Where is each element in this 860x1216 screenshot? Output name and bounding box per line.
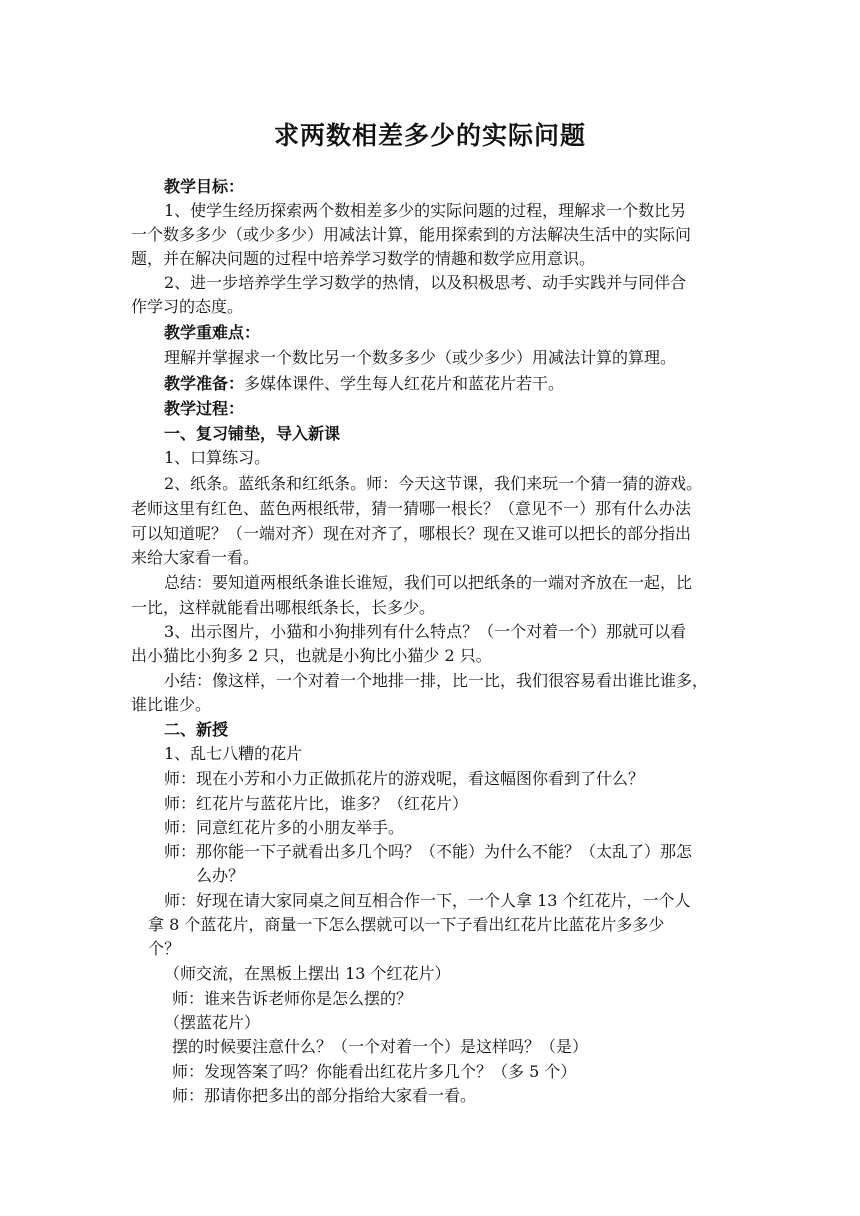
paragraph-line: 1、使学生经历探索两个数相差多少的实际问题的过程，理解求一个数比另 <box>164 201 687 220</box>
section-heading-key-points: 教学重难点： <box>164 323 261 342</box>
preparation-text: 多媒体课件、学生每人红花片和蓝花片若干。 <box>244 374 565 393</box>
dialogue-line: 师：发现答案了吗？你能看出红花片多几个？（多 5 个） <box>172 1062 577 1081</box>
paragraph-line: 一比，这样就能看出哪根纸条长，长多少。 <box>131 598 436 617</box>
paragraph-line: 谁比谁少。 <box>131 695 212 714</box>
paragraph-line: 2、进一步培养学生学习数学的热情，以及积极思考、动手实践并与同伴合 <box>164 273 687 292</box>
section-heading-new-lesson: 二、新授 <box>164 720 229 739</box>
paragraph-line: 来给大家看一看。 <box>131 548 260 567</box>
dialogue-line: 师：好现在请大家同桌之间互相合作一下，一个人拿 13 个红花片，一个人 <box>164 891 691 910</box>
preparation-line <box>164 372 564 396</box>
dialogue-line: 师：同意红花片多的小朋友举手。 <box>164 818 405 837</box>
section-heading-objectives: 教学目标： <box>164 177 245 196</box>
paragraph-line: 总结：要知道两根纸条谁长谁短，我们可以把纸条的一端对齐放在一起，比 <box>164 573 693 592</box>
section-heading-process: 教学过程： <box>164 399 245 418</box>
dialogue-line: 师：红花片与蓝花片比，谁多？（红花片） <box>164 794 469 813</box>
paragraph-line: 1、口算练习。 <box>164 448 271 467</box>
dialogue-line: 师：那请你把多出的部分指给大家看一看。 <box>172 1086 477 1105</box>
dialogue-line: （师交流，在黑板上摆出 13 个红花片） <box>164 964 451 983</box>
paragraph-line: 3、出示图片，小猫和小狗排列有什么特点？（一个对着一个）那就可以看 <box>164 622 687 641</box>
paragraph-line: 老师这里有红色、蓝色两根纸带，猜一猜哪一根长？（意见不一）那有什么办法 <box>131 499 692 518</box>
dialogue-line: （摆蓝花片） <box>164 1013 261 1032</box>
paragraph-line: 2、纸条。蓝纸条和红纸条。师：今天这节课，我们来玩一个猜一猜的游戏。 <box>164 474 703 493</box>
paragraph-line: 小结：像这样，一个对着一个地排一排，比一比，我们很容易看出谁比谁多， <box>164 671 709 690</box>
section-heading-review: 一、复习铺垫，导入新课 <box>164 424 341 443</box>
paragraph-line: 理解并掌握求一个数比另一个数多多少（或少多少）用减法计算的算理。 <box>164 348 677 367</box>
paragraph-line: 出小猫比小狗多 2 只，也就是小狗比小猫少 2 只。 <box>131 646 492 665</box>
dialogue-line: 拿 8 个蓝花片，商量一下怎么摆就可以一下子看出红花片比蓝花片多多少 <box>148 915 665 934</box>
dialogue-line: 师：那你能一下子就看出多几个吗？（不能）为什么不能？（太乱了）那怎 <box>164 842 693 861</box>
dialogue-line: 师：谁来告诉老师你是怎么摆的？ <box>172 989 413 1008</box>
paragraph-line: 作学习的态度。 <box>131 297 244 316</box>
paragraph-line: 一个数多多少（或少多少）用减法计算，能用探索到的方法解决生活中的实际问 <box>131 225 692 244</box>
page-title: 求两数相差多少的实际问题 <box>273 121 586 150</box>
dialogue-line: 么办？ <box>196 866 245 885</box>
paragraph-line: 可以知道呢？（一端对齐）现在对齐了，哪根长？现在又谁可以把长的部分指出 <box>131 524 692 543</box>
preparation-label: 教学准备： <box>164 374 245 393</box>
dialogue-line: 师：现在小芳和小力正做抓花片的游戏呢，看这幅图你看到了什么？ <box>164 769 645 788</box>
dialogue-line: 个？ <box>148 939 181 958</box>
paragraph-line: 1、乱七八糟的花片 <box>164 744 303 763</box>
dialogue-line: 摆的时候要注意什么？（一个对着一个）是这样吗？（是） <box>172 1037 589 1056</box>
paragraph-line: 题，并在解决问题的过程中培养学习数学的情趣和数学应用意识。 <box>131 249 596 268</box>
